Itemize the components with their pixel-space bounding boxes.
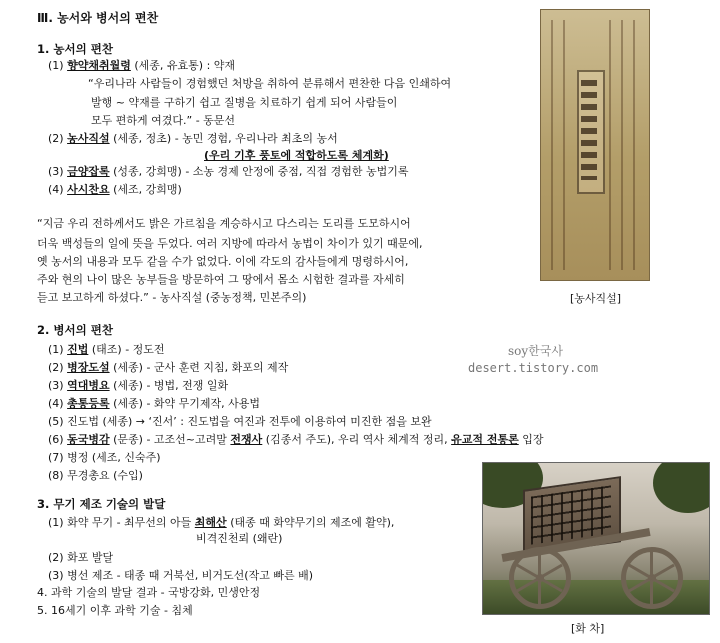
part2-item4 (48, 395, 260, 411)
item-meta: (세종, 유효통) (134, 59, 204, 72)
item-desc: - 소농 경제 안정에 중점, 직접 경험한 농법기록 (185, 165, 409, 178)
quote2-line4: 주와 현의 나이 많은 농부들을 방문하여 그 땅에서 몸소 시험한 결과를 자세히 (37, 273, 405, 286)
part3-line5: 5. 16세기 이후 과학 기술 - 침체 (37, 604, 193, 617)
cart-photo (482, 462, 710, 615)
book-photo (540, 9, 650, 281)
quote2-line2: 더욱 백성들의 일에 뜻을 두었다. 여러 지방에 따라서 농법이 차이가 있기 때문에, (37, 237, 423, 250)
item-number: (3) (48, 165, 64, 178)
item-title: 농사직설 (67, 132, 110, 145)
part3-item1-line2: 비격진천뢰 (왜란) (196, 532, 283, 545)
item-desc: - 화약 무기제작, 사용법 (146, 397, 261, 410)
item-desc: - 정도전 (125, 343, 165, 356)
watermark (468, 342, 598, 375)
watermark-line1: soy한국사 (508, 344, 563, 358)
item-number: (5) (48, 415, 64, 428)
part3-title: 3. 무기 제조 기술의 발달 (37, 497, 166, 511)
item-desc: - 농민 경험, 우리나라 최초의 농서 (174, 132, 338, 145)
item-meta: (문종) (113, 433, 143, 446)
item-title: 금양잡록 (67, 165, 110, 178)
item-number: (2) (48, 132, 64, 145)
item-meta: (성종, 강희맹) (113, 165, 182, 178)
part3-line4: 4. 과학 기술의 발달 결과 - 국방강화, 민생안정 (37, 586, 261, 599)
item-desc-c: 입장 (522, 433, 544, 446)
part1-item1 (48, 57, 235, 73)
quote1-line1: “우리나라 사람들이 경험했던 처방을 취하여 분류해서 편찬한 다음 인쇄하여 (88, 77, 452, 90)
item-meta: (세종) (113, 361, 143, 374)
item-desc-b: (김종서 주도), 우리 역사 체계적 정리, (265, 433, 448, 446)
part1-item3 (48, 163, 409, 179)
item-name: 최해산 (194, 516, 227, 529)
quote2-line3: 옛 농서의 내용과 모두 같을 수가 없었다. 이에 각도의 감사들에게 명령하시어, (37, 255, 409, 268)
part2-item3 (48, 377, 228, 393)
item-number: (6) (48, 433, 64, 446)
item-title: 진법 (67, 343, 89, 356)
quote1-line2: 발행 ~ 약재를 구하기 쉽고 질병을 치료하기 쉽게 되어 사람들이 (91, 96, 398, 109)
item-text-b: (태종 때 화약무기의 제조에 활약), (230, 516, 395, 529)
part1-item2-note: (우리 기후 풍토에 적합하도록 체계화) (204, 149, 389, 162)
item-text: 진도법 (세종) → ‘진서’ : 진도법을 여진과 전투에 이용하여 미진한 점을 보완 (67, 415, 432, 428)
item-title: 총통등록 (67, 397, 110, 410)
section-title: Ⅲ. 농서와 병서의 편찬 (37, 11, 159, 25)
item-meta: (세종, 정초) (113, 132, 172, 145)
item-number: (2) (48, 361, 64, 374)
part2-item5 (48, 413, 432, 429)
cart-photo-caption: [화 차] (571, 622, 605, 635)
item-text: 무경총요 (수입) (67, 469, 143, 482)
quote2-line1: “지금 우리 전하께서도 밝은 가르침을 계승하시고 다스리는 도리를 도모하시어 (37, 217, 411, 230)
item-title2: 전쟁사 (230, 433, 263, 446)
part2-item7 (48, 449, 161, 465)
item-number: (1) (48, 343, 64, 356)
item-desc: - 병법, 전쟁 일화 (146, 379, 229, 392)
part2-item8 (48, 467, 143, 483)
item-number: (4) (48, 397, 64, 410)
item-meta: (세종) (113, 397, 143, 410)
part2-item2 (48, 359, 288, 375)
part3-item1 (48, 514, 394, 530)
item-text-a: (1) 화약 무기 - 최무선의 아들 (48, 516, 192, 529)
item-title: 병장도설 (67, 361, 110, 374)
item-title: 사시찬요 (67, 183, 110, 196)
part1-item4 (48, 181, 182, 197)
item-number: (8) (48, 469, 64, 482)
item-title3: 유교적 전통론 (451, 433, 519, 446)
quote1-line3: 모두 편하게 여겼다.” - 동문선 (91, 114, 236, 127)
item-desc: : 약재 (206, 59, 236, 72)
item-desc: - 군사 훈련 지침, 화포의 제작 (146, 361, 289, 374)
item-text: 병정 (세조, 신숙주) (67, 451, 161, 464)
item-meta: (세조, 강희맹) (113, 183, 182, 196)
part2-title: 2. 병서의 편찬 (37, 323, 113, 337)
part2-item1 (48, 341, 165, 357)
item-desc-a: - 고조선~고려말 (146, 433, 227, 446)
item-meta: (세종) (113, 379, 143, 392)
part2-item6 (48, 431, 543, 447)
item-number: (4) (48, 183, 64, 196)
part1-item2 (48, 130, 338, 146)
item-title: 향약채취월령 (67, 59, 131, 72)
watermark-line2: desert.tistory.com (468, 361, 599, 375)
item-title: 동국병감 (67, 433, 110, 446)
part1-title: 1. 농서의 편찬 (37, 42, 113, 56)
item-number: (3) (48, 379, 64, 392)
item-number: (1) (48, 59, 64, 72)
book-photo-caption: [농사직설] (570, 292, 622, 305)
item-meta: (태조) (91, 343, 122, 356)
part3-item2: (2) 화포 발달 (48, 551, 114, 564)
quote2-line5: 듣고 보고하게 하셨다.” - 농사직설 (중농정책, 민본주의) (37, 291, 307, 304)
item-title: 역대병요 (67, 379, 110, 392)
item-number: (7) (48, 451, 64, 464)
part3-item3: (3) 병선 제조 - 태종 때 거북선, 비거도선(작고 빠른 배) (48, 569, 313, 582)
